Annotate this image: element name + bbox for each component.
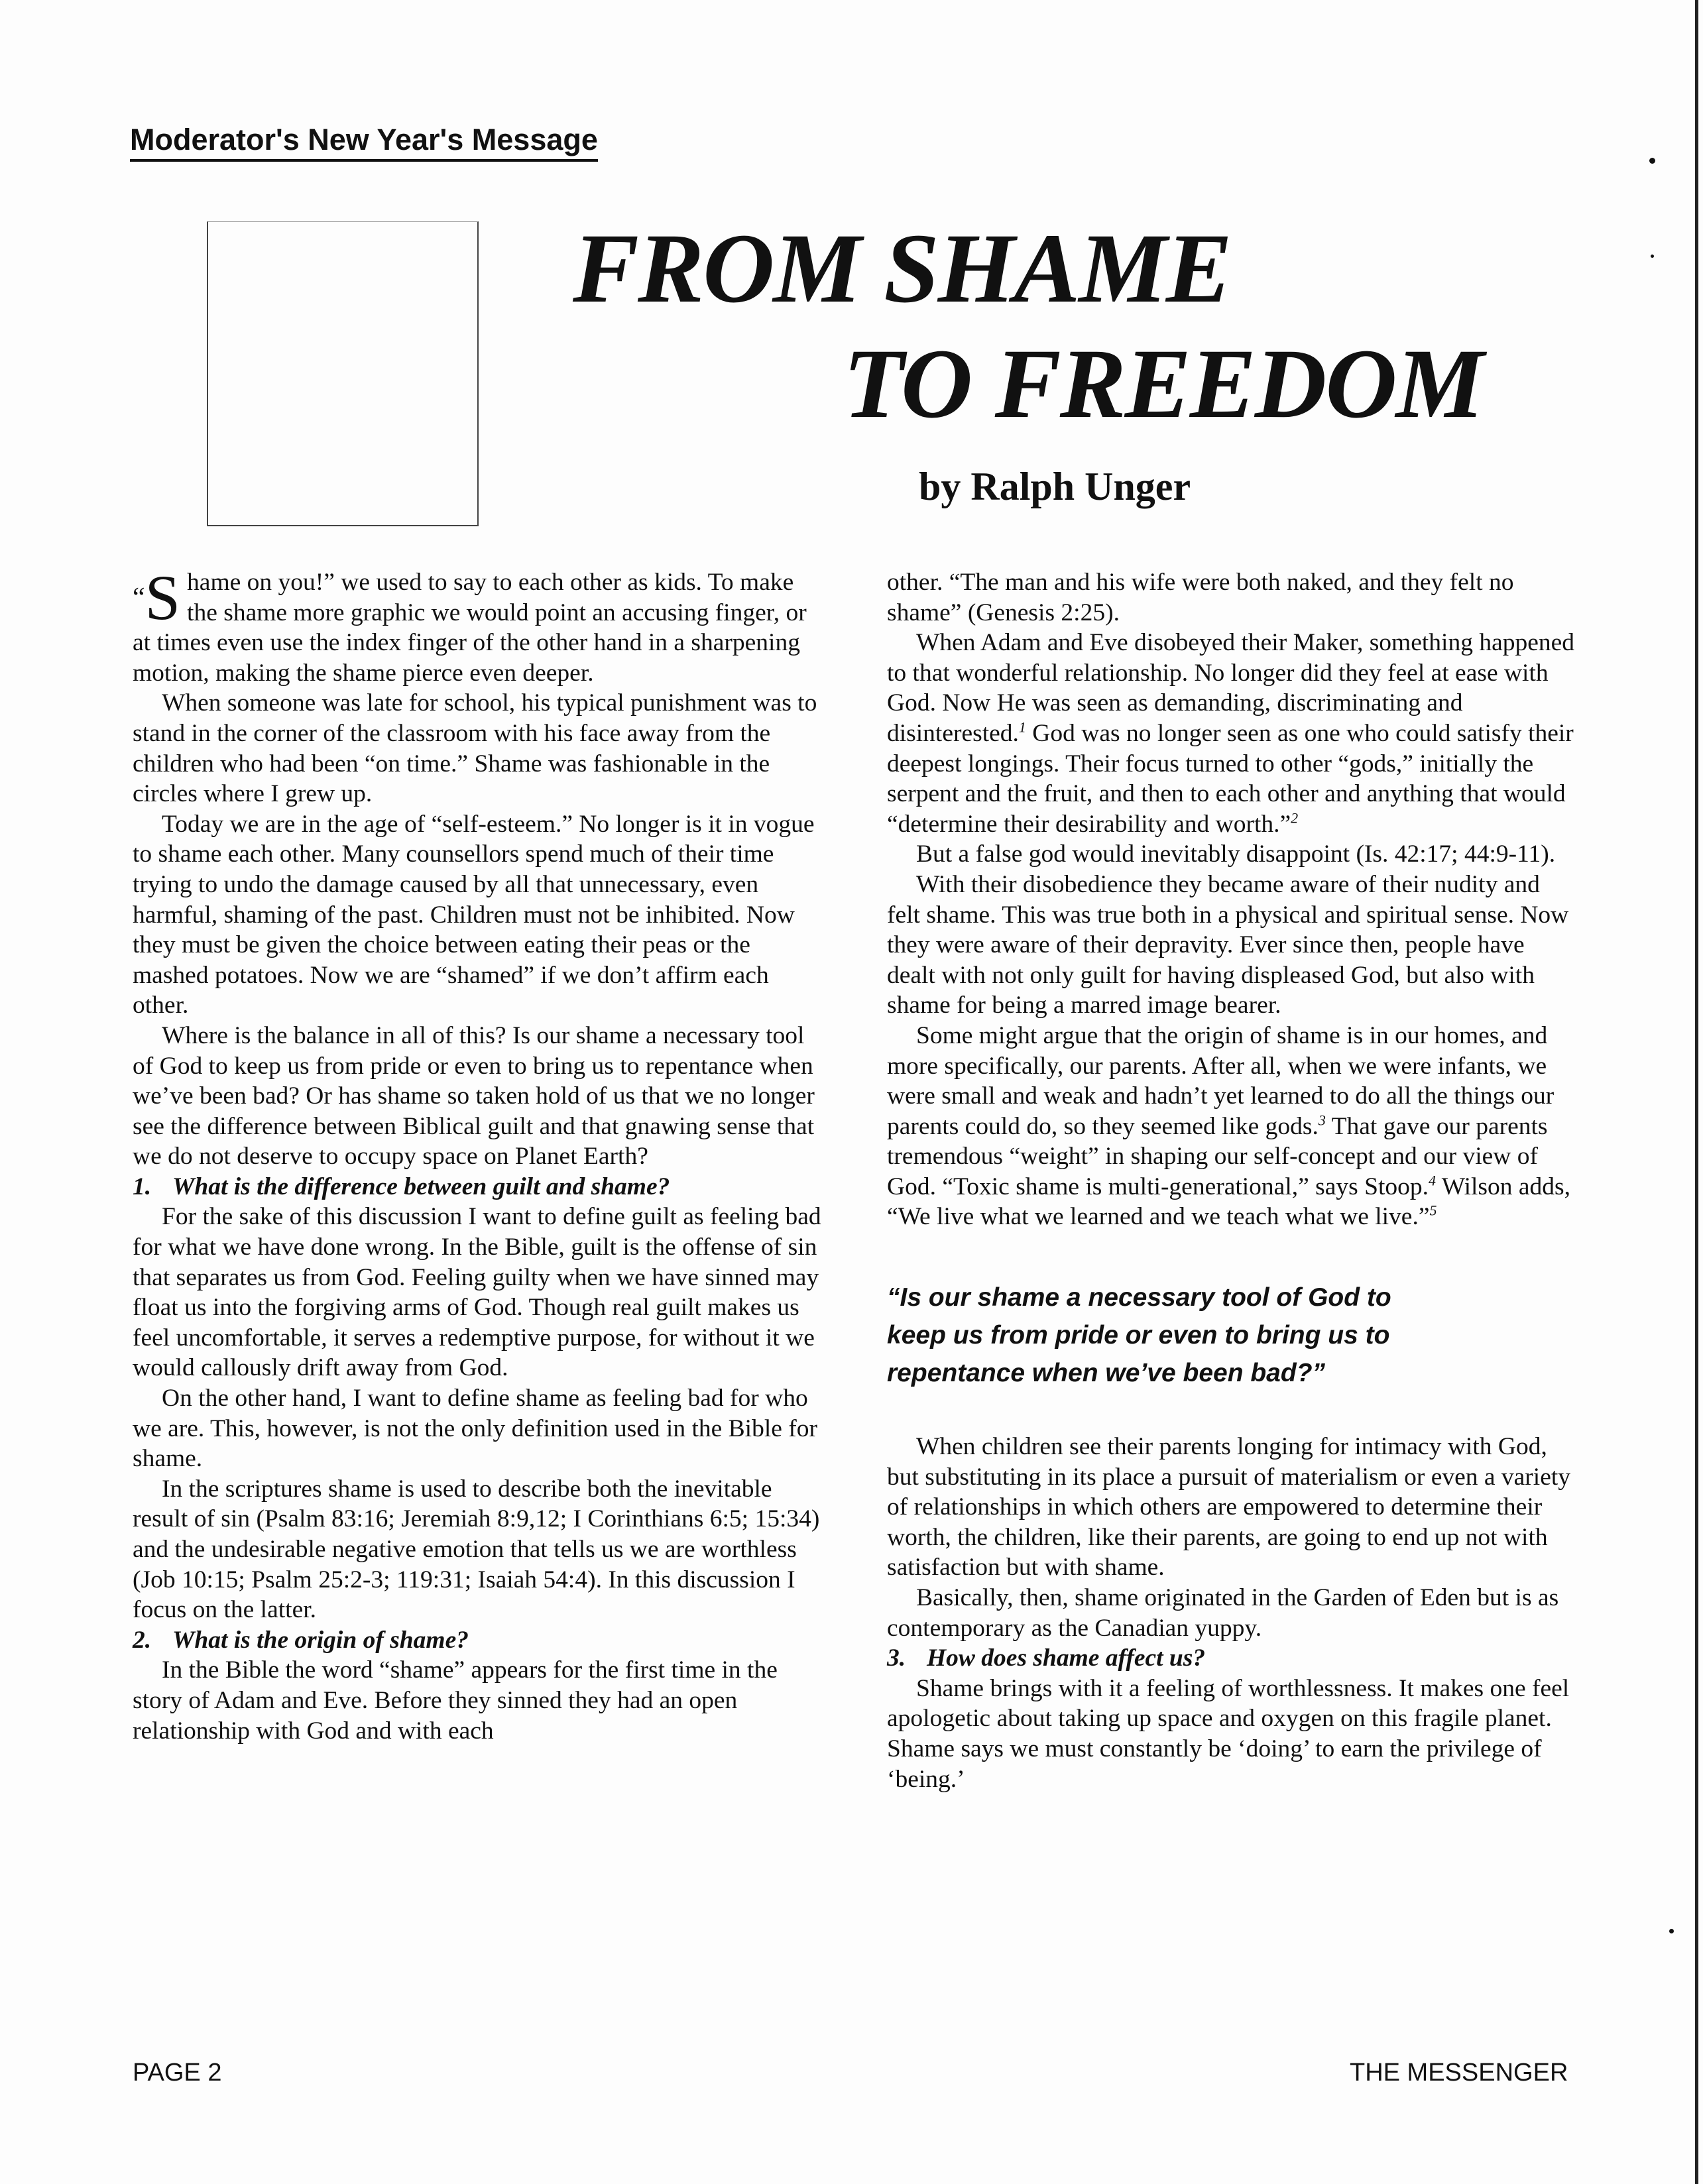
section-title: How does shame affect us? bbox=[927, 1644, 1206, 1672]
section-number: 1. bbox=[133, 1173, 152, 1200]
body-paragraph: In the scriptures shame is used to describe both the inevitable result of sin (Psalm 83:16; Jeremiah 8:9,12; I Corinthians 6:5; 15:34) and the undesirable negative emotion that tells us we are worthless (Job 10:15; Psalm 25:2-3; 119:31; Isaiah 54:4). In this discussion I focus on the latter. bbox=[133, 1475, 820, 1624]
scan-speck bbox=[1649, 158, 1655, 164]
footnote-marker: 2 bbox=[1291, 809, 1299, 827]
body-paragraph: Basically, then, shame originated in the Garden of Eden but is as contemporary as the Canadian yuppy. bbox=[887, 1584, 1559, 1642]
left-column bbox=[133, 562, 822, 1746]
section-heading-2 bbox=[133, 1625, 822, 1656]
body-paragraph: On the other hand, I want to define shame as feeling bad for who we are. This, however, is not the only definition used in the Bible for shame. bbox=[133, 1385, 818, 1473]
pull-quote: “Is our shame a necessary tool of God to keep us from pride or even to bring us to repentance when we’ve been bad?” bbox=[887, 1283, 1391, 1388]
drop-cap bbox=[133, 562, 181, 633]
body-paragraph: With their disobedience they became aware of their nudity and felt shame. This was true both in a physical and spiritual sense. Now they were aware of their depravity. Ever since then, people have dealt with not only guilt for having displeased God, but also with shame for being a marred image bearer. bbox=[887, 870, 1569, 1019]
body-paragraph: Today we are in the age of “self-esteem.” No longer is it in vogue to shame each other. Many counsellors spend much of their time trying to undo the damage caused by all that unnecessary, even harmful, shaming of the past. Children must not be inhibited. Now they must be given the choice between eating their peas or the mashed potatoes. Now we are “shamed” if we don’t affirm each other. bbox=[133, 810, 815, 1019]
body-paragraph bbox=[887, 1021, 1576, 1232]
body-paragraph: other. “The man and his wife were both naked, and they felt no shame” (Genesis 2:25). bbox=[887, 569, 1514, 626]
body-paragraph: Where is the balance in all of this? Is our shame a necessary tool of God to keep us from pride or even to bring us to repentance when we’ve been bad? Or has shame so taken hold of us that we no longer see the difference between Biblical guilt and that gnawing sense that we do not deserve to occupy space on Planet Earth? bbox=[133, 1021, 815, 1171]
body-paragraph: When children see their parents longing for intimacy with God, but substituting in its place a pursuit of materialism or even a variety of relationships in which others are empowered to determine their worth, the children, like their parents, are going to end up not with satisfaction but with shame. bbox=[887, 1433, 1571, 1581]
footnote-marker: 4 bbox=[1429, 1172, 1436, 1189]
publication-name: THE MESSENGER bbox=[1350, 2059, 1568, 2087]
drop-cap-letter: S bbox=[145, 562, 181, 633]
right-column bbox=[887, 567, 1576, 1794]
author-photo-placeholder bbox=[207, 221, 479, 526]
drop-cap-quote: “ bbox=[133, 583, 145, 613]
paragraph-text: When Adam and Eve disobeyed their Maker, something happened to that wonderful relationship. No longer did they feel at ease with God. Now He was seen as demanding, discriminating and disinterested. bbox=[887, 629, 1574, 747]
section-title: What is the origin of shame? bbox=[172, 1626, 469, 1654]
body-paragraph bbox=[887, 628, 1576, 839]
paragraph-text: God was no longer seen as one who could satisfy their deepest longings. Their focus turned to other “gods,” initially the serpent and the fruit, and then to each other and anything that would “determine their desirability and worth.” bbox=[887, 719, 1574, 838]
footnote-marker: 3 bbox=[1318, 1112, 1326, 1129]
page-number: PAGE 2 bbox=[133, 2059, 222, 2087]
byline: by Ralph Unger bbox=[919, 465, 1191, 508]
paragraph-text: That gave our parents tremendous “weight” in shaping our self-concept and our view of God. “Toxic shame is multi-generational,” says Stoop. bbox=[887, 1112, 1548, 1200]
scan-speck bbox=[1669, 1929, 1674, 1933]
footnote-marker: 5 bbox=[1429, 1202, 1437, 1219]
body-paragraph: When someone was late for school, his typical punishment was to stand in the corner of the classroom with his face away from the children who had been “on time.” Shame was fashionable in the circles where I grew up. bbox=[133, 689, 817, 808]
section-title: What is the difference between guilt and shame? bbox=[172, 1173, 670, 1200]
article-title-line-2: TO FREEDOM bbox=[843, 329, 1483, 439]
scan-speck bbox=[1651, 255, 1654, 258]
intro-paragraph bbox=[133, 562, 822, 688]
body-paragraph: In the Bible the word “shame” appears for the first time in the story of Adam and Eve. Before they sinned they had an open relationship with God and with each bbox=[133, 1656, 778, 1745]
article-title-line-1: FROM SHAME bbox=[573, 213, 1231, 323]
body-paragraph: For the sake of this discussion I want to define guilt as feeling bad for what we have done wrong. In the Bible, guilt is the offense of sin that separates us from God. Feeling guilty when we have sinned may float us into the forgiving arms of God. Though real guilt makes us feel uncomfortable, it serves a redemptive purpose, for without it we would callously drift away from God. bbox=[133, 1203, 821, 1382]
intro-text: hame on you!” we used to say to each other as kids. To make the shame more graphic we would point an accusing finger, or at times even use the index finger of the other hand in a sharpening motion, making the shame pierce even deeper. bbox=[133, 569, 807, 687]
paragraph-text: Wilson adds, “We live what we learned and we teach what we live.” bbox=[887, 1173, 1571, 1231]
section-number: 3. bbox=[887, 1644, 906, 1672]
footnote-marker: 1 bbox=[1018, 718, 1026, 736]
body-paragraph: Shame brings with it a feeling of worthlessness. It makes one feel apologetic about taking up space and oxygen on this fragile planet. Shame says we must constantly be ‘doing’ to earn the privilege of ‘being.’ bbox=[887, 1674, 1570, 1793]
section-number: 2. bbox=[133, 1626, 152, 1654]
section-label: Moderator's New Year's Message bbox=[130, 123, 598, 162]
section-heading-1 bbox=[133, 1172, 822, 1202]
section-heading-3 bbox=[887, 1643, 1576, 1674]
body-paragraph: But a false god would inevitably disappoint (Is. 42:17; 44:9-11). bbox=[916, 840, 1556, 868]
paragraph-text: Some might argue that the origin of shame is in our homes, and more specifically, our parents. After all, when we were infants, we were small and weak and hadn’t yet learned to do all the things our parents could do, so they seemed like gods. bbox=[887, 1021, 1555, 1140]
